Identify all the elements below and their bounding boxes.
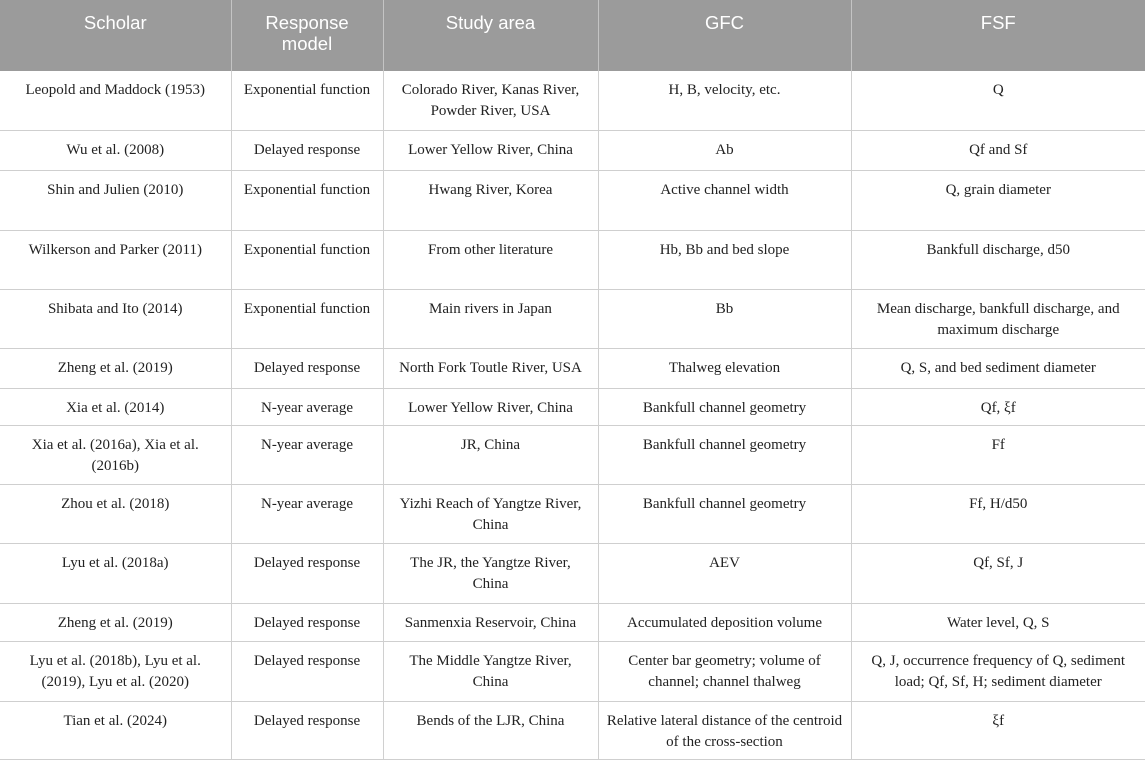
cell-fsf: Mean discharge, bankfull discharge, and maximum discharge — [851, 289, 1145, 348]
cell-fsf: Q, S, and bed sediment diameter — [851, 348, 1145, 388]
cell-scholar: Shibata and Ito (2014) — [0, 289, 231, 348]
cell-gfc: Ab — [598, 130, 851, 170]
cell-scholar: Zheng et al. (2019) — [0, 348, 231, 388]
header-fsf: FSF — [851, 0, 1145, 71]
cell-fsf: Q — [851, 71, 1145, 130]
cell-area: Colorado River, Kanas River, Powder River, USA — [383, 71, 598, 130]
cell-model: Delayed response — [231, 348, 383, 388]
cell-gfc: H, B, velocity, etc. — [598, 71, 851, 130]
cell-area: Bends of the LJR, China — [383, 701, 598, 759]
cell-gfc: Hb, Bb and bed slope — [598, 230, 851, 289]
table-row — [0, 543, 1145, 603]
cell-scholar: Shin and Julien (2010) — [0, 170, 231, 230]
cell-gfc: Bankfull channel geometry — [598, 484, 851, 543]
cell-model: Delayed response — [231, 701, 383, 759]
cell-fsf: ξf — [851, 701, 1145, 759]
cell-area: From other literature — [383, 230, 598, 289]
table-row — [0, 130, 1145, 170]
cell-scholar: Zheng et al. (2019) — [0, 603, 231, 641]
table-header — [0, 0, 1145, 71]
header-row — [0, 0, 1145, 71]
cell-model: Exponential function — [231, 71, 383, 130]
cell-scholar: Lyu et al. (2018a) — [0, 543, 231, 603]
cell-scholar: Leopold and Maddock (1953) — [0, 71, 231, 130]
cell-gfc: Thalweg elevation — [598, 348, 851, 388]
cell-gfc: AEV — [598, 543, 851, 603]
cell-model: Exponential function — [231, 289, 383, 348]
cell-model: Delayed response — [231, 130, 383, 170]
cell-model: Exponential function — [231, 170, 383, 230]
table-row — [0, 348, 1145, 388]
cell-fsf: Qf, Sf, J — [851, 543, 1145, 603]
table-row — [0, 425, 1145, 484]
table-row — [0, 484, 1145, 543]
cell-area: Main rivers in Japan — [383, 289, 598, 348]
cell-gfc: Bankfull channel geometry — [598, 425, 851, 484]
cell-scholar: Wu et al. (2008) — [0, 130, 231, 170]
cell-area: Yizhi Reach of Yangtze River, China — [383, 484, 598, 543]
table-row — [0, 603, 1145, 641]
cell-area: North Fork Toutle River, USA — [383, 348, 598, 388]
cell-model: N-year average — [231, 388, 383, 425]
cell-model: Delayed response — [231, 641, 383, 701]
cell-model: Exponential function — [231, 230, 383, 289]
cell-scholar: Xia et al. (2016a), Xia et al. (2016b) — [0, 425, 231, 484]
cell-scholar: Wilkerson and Parker (2011) — [0, 230, 231, 289]
table-row — [0, 701, 1145, 759]
cell-scholar: Tian et al. (2024) — [0, 701, 231, 759]
cell-gfc: Accumulated deposition volume — [598, 603, 851, 641]
table-row — [0, 170, 1145, 230]
cell-gfc: Active channel width — [598, 170, 851, 230]
cell-fsf: Q, J, occurrence frequency of Q, sediment load; Qf, Sf, H; sediment diameter — [851, 641, 1145, 701]
cell-gfc: Center bar geometry; volume of channel; channel thalweg — [598, 641, 851, 701]
cell-scholar: Zhou et al. (2018) — [0, 484, 231, 543]
cell-model: N-year average — [231, 484, 383, 543]
cell-gfc: Relative lateral distance of the centroid of the cross-section — [598, 701, 851, 759]
cell-gfc: Bb — [598, 289, 851, 348]
cell-fsf: Water level, Q, S — [851, 603, 1145, 641]
cell-area: Hwang River, Korea — [383, 170, 598, 230]
cell-area: Lower Yellow River, China — [383, 388, 598, 425]
table-row — [0, 641, 1145, 701]
cell-fsf: Qf and Sf — [851, 130, 1145, 170]
cell-fsf: Q, grain diameter — [851, 170, 1145, 230]
cell-model: N-year average — [231, 425, 383, 484]
table-row — [0, 388, 1145, 425]
cell-area: The Middle Yangtze River, China — [383, 641, 598, 701]
table-row — [0, 289, 1145, 348]
cell-gfc: Bankfull channel geometry — [598, 388, 851, 425]
cell-scholar: Xia et al. (2014) — [0, 388, 231, 425]
cell-fsf: Bankfull discharge, d50 — [851, 230, 1145, 289]
header-study-area: Study area — [383, 0, 598, 71]
table-row — [0, 230, 1145, 289]
cell-fsf: Ff, H/d50 — [851, 484, 1145, 543]
table-body — [0, 71, 1145, 759]
cell-area: Lower Yellow River, China — [383, 130, 598, 170]
header-response-model: Response model — [231, 0, 383, 71]
cell-area: The JR, the Yangtze River, China — [383, 543, 598, 603]
cell-scholar: Lyu et al. (2018b), Lyu et al. (2019), Lyu et al. (2020) — [0, 641, 231, 701]
cell-fsf: Qf, ξf — [851, 388, 1145, 425]
header-scholar: Scholar — [0, 0, 231, 71]
table-row — [0, 71, 1145, 130]
cell-model: Delayed response — [231, 603, 383, 641]
header-gfc: GFC — [598, 0, 851, 71]
cell-model: Delayed response — [231, 543, 383, 603]
cell-area: JR, China — [383, 425, 598, 484]
cell-area: Sanmenxia Reservoir, China — [383, 603, 598, 641]
cell-fsf: Ff — [851, 425, 1145, 484]
